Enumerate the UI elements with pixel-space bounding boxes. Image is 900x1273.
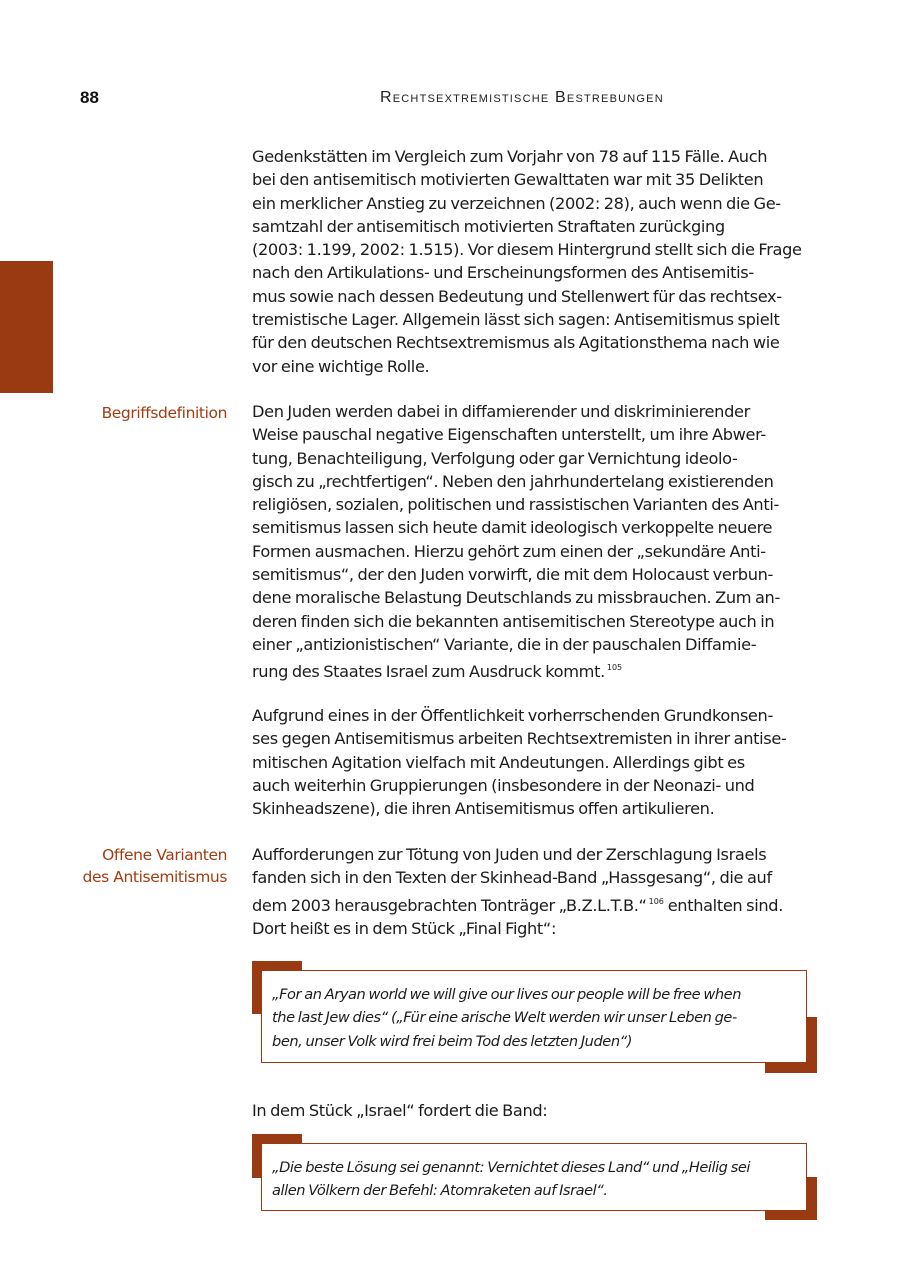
- text-line-content: enthalten sind.: [667, 895, 784, 915]
- text-line: (2003: 1.199, 2002: 1.515). Vor diesem Hintergrund stellt sich die Frage: [252, 240, 802, 260]
- paragraph-5: [252, 1099, 820, 1122]
- text-line: tremistische Lager. Allgemein lässt sich sagen: Antisemitismus spielt: [252, 310, 780, 330]
- text-line: Dort heißt es in dem Stück „Final Fight“:: [252, 918, 557, 938]
- marginal-line: Offene Varianten: [102, 846, 227, 864]
- text-line: tung, Benachteiligung, Verfolgung oder gar Vernichtung ideolo-: [252, 448, 738, 468]
- footnote-ref-105[interactable]: 105: [606, 663, 623, 673]
- text-line: samtzahl der antisemitisch motivierten Straftaten zurückging: [252, 216, 725, 236]
- text-line: deren finden sich die bekannten antisemitischen Stereotype auch in: [252, 611, 775, 631]
- paragraph-3: [252, 704, 820, 820]
- text-line: In dem Stück „Israel“ fordert die Band:: [252, 1101, 548, 1120]
- footnote-ref-106[interactable]: 106: [648, 896, 664, 906]
- text-line: Aufforderungen zur Tötung von Juden und der Zerschlagung Israels: [252, 845, 767, 864]
- text-line: bei den antisemitisch motivierten Gewalttaten war mit 35 Delikten: [252, 170, 764, 190]
- text-line: [252, 890, 820, 917]
- text-line: nach den Artikulations- und Erscheinungsformen des Antisemitis-: [252, 263, 754, 283]
- quote-line: „For an Aryan world we will give our lives our people will be free when: [272, 986, 742, 1003]
- text-line: dene moralische Belastung Deutschlands zu missbrauchen. Zum an-: [252, 588, 780, 608]
- text-line: auch weiterhin Gruppierungen (insbesondere in der Neonazi- und: [252, 775, 755, 795]
- text-line: religiösen, sozialen, politischen und rassistischen Varianten des Anti-: [252, 495, 779, 515]
- text-line: ses gegen Antisemitismus arbeiten Rechtsextremisten in ihrer antise-: [252, 729, 787, 749]
- quote-line: „Die beste Lösung sei genannt: Vernichtet dieses Land“ und „Heilig sei: [272, 1159, 750, 1176]
- text-line: semitismus lassen sich heute damit ideologisch verkoppelte neuere: [252, 518, 773, 538]
- side-tab-marker: [0, 261, 53, 393]
- paragraph-1: [252, 145, 820, 378]
- running-head: Rechtsextremistische Bestrebungen: [380, 89, 664, 106]
- text-line: gisch zu „rechtfertigen“. Neben den jahrhundertelang existierenden: [252, 471, 774, 491]
- quote-line: allen Völkern der Befehl: Atomraketen auf Israel“.: [272, 1182, 608, 1200]
- paragraph-4: [252, 843, 820, 940]
- text-line: für den deutschen Rechtsextremismus als Agitationsthema nach wie: [252, 333, 780, 353]
- marginal-line: des Antisemitismus: [82, 868, 227, 886]
- marginal-offene-varianten: [83, 844, 227, 888]
- text-line: vor eine wichtige Rolle.: [252, 356, 430, 376]
- text-line: fanden sich in den Texten der Skinhead-Band „Hassgesang“, die auf: [252, 868, 772, 888]
- page-number: 88: [80, 88, 99, 107]
- paragraph-2: [252, 400, 820, 684]
- quote-box: [261, 1143, 807, 1211]
- quote-line: ben, unser Volk wird frei beim Tod des letzten Juden“): [272, 1032, 632, 1050]
- marginal-begriffsdefinition: [102, 402, 227, 424]
- marginal-line: Begriffsdefinition: [101, 404, 227, 422]
- text-line: Aufgrund eines in der Öffentlichkeit vorherrschenden Grundkonsen-: [252, 706, 773, 725]
- text-line: Weise pauschal negative Eigenschaften unterstellt, um ihre Abwer-: [252, 425, 766, 445]
- text-line: ein merklicher Anstieg zu verzeichnen (2002: 28), auch wenn die Ge-: [252, 193, 781, 213]
- text-line: semitismus“, der den Juden vorwirft, die mit dem Holocaust verbun-: [252, 565, 774, 585]
- text-line-content: rung des Staates Israel zum Ausdruck kommt.: [252, 662, 605, 682]
- text-line: einer „antizionistischen“ Variante, die in der pauschalen Diffamie-: [252, 634, 757, 654]
- quote-box: [261, 970, 807, 1063]
- text-line: Gedenkstätten im Vergleich zum Vorjahr von 78 auf 115 Fälle. Auch: [252, 147, 768, 166]
- text-line: mus sowie nach dessen Bedeutung und Stellenwert für das rechtsex-: [252, 286, 782, 306]
- text-line: Skinheadszene), die ihren Antisemitismus offen artikulieren.: [252, 799, 715, 819]
- text-line-content: dem 2003 herausgebrachten Tonträger „B.Z.L.T.B.“: [252, 895, 647, 915]
- text-line: Formen ausmachen. Hierzu gehört zum einen der „sekundäre Anti-: [252, 541, 766, 561]
- text-line: Den Juden werden dabei in diffamierender und diskriminierender: [252, 402, 750, 421]
- text-line: [252, 656, 820, 683]
- text-line: mitischen Agitation vielfach mit Andeutungen. Allerdings gibt es: [252, 752, 745, 772]
- quote-line: the last Jew dies“ („Für eine arische Welt werden wir unser Leben ge-: [272, 1009, 737, 1027]
